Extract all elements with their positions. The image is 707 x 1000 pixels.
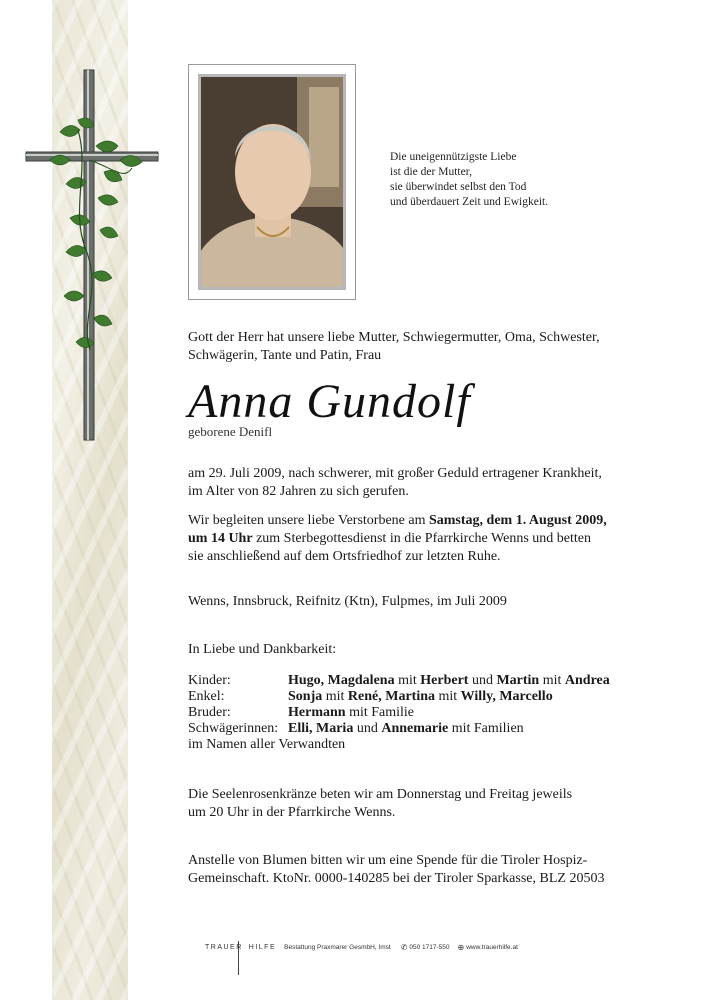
logo-word: TRAUER [205, 943, 243, 951]
family-row-bruder [188, 705, 610, 721]
family-members: Hugo, Magdalena mit Herbert und Martin mit Andrea [288, 673, 610, 688]
portrait-photo [198, 74, 346, 290]
funeral-time: um 14 Uhr [188, 531, 253, 546]
phone-number: 050 1717-550 [409, 943, 450, 951]
quote-line: sie überwindet selbst den Tod [390, 181, 527, 193]
family-label: Schwägerinnen: [188, 721, 279, 736]
logo-divider [238, 941, 239, 975]
death-line: am 29. Juli 2009, nach schwerer, mit großer Geduld ertragener Krankheit, [188, 466, 602, 481]
logo-word: HILFE [248, 943, 277, 951]
family-row-others: im Namen aller Verwandten [188, 737, 346, 752]
family-members: Sonja mit René, Martina mit Willy, Marcello [288, 689, 553, 704]
footer-bar [205, 937, 518, 957]
portrait-photo-frame [188, 64, 356, 300]
funeral-text: zum Sterbegottesdienst in die Pfarrkirche Wenns und betten [252, 531, 591, 546]
family-label: Enkel: [188, 689, 225, 704]
trauerhilfe-logo [205, 944, 276, 951]
funeral-date: Samstag, dem 1. August 2009, [428, 513, 607, 528]
rosary-paragraph [188, 786, 572, 822]
phone-icon: ✆ [400, 942, 408, 952]
intro-text [188, 329, 600, 365]
memorial-quote [390, 150, 630, 210]
company-name: Bestattung Praxmarer GesmbH, Imst [284, 943, 391, 951]
intro-line: Gott der Herr hat unsere liebe Mutter, Schwiegermutter, Oma, Schwester, [188, 330, 600, 345]
family-list [188, 673, 610, 753]
death-line: im Alter von 82 Jahren zu sich gerufen. [188, 484, 409, 499]
family-row-enkel [188, 689, 610, 705]
rosary-line: um 20 Uhr in der Pfarrkirche Wenns. [188, 805, 396, 820]
globe-icon: ⊕ [457, 942, 465, 952]
birth-name: geborene Denifl [188, 424, 273, 439]
family-members: Elli, Maria und Annemarie mit Familien [288, 721, 524, 736]
family-row-kinder [188, 673, 610, 689]
funeral-line [188, 512, 607, 530]
funeral-line: sie anschließend auf dem Ortsfriedhof zur letzten Ruhe. [188, 549, 501, 564]
donation-paragraph [188, 852, 604, 888]
family-row-schwaegerinnen [188, 721, 610, 737]
family-label: Kinder: [188, 673, 231, 688]
deceased-name: Anna Gundolf [188, 375, 471, 428]
funeral-line [188, 530, 607, 548]
family-members: Hermann mit Familie [288, 705, 415, 720]
quote-line: und überdauert Zeit und Ewigkeit. [390, 196, 549, 208]
family-label: Bruder: [188, 705, 231, 720]
cross-with-ivy-icon [20, 60, 170, 450]
places-date-line: Wenns, Innsbruck, Reifnitz (Ktn), Fulpmes, im Juli 2009 [188, 594, 507, 609]
donation-line: Anstelle von Blumen bitten wir um eine Spende für die Tiroler Hospiz- [188, 853, 588, 868]
death-paragraph [188, 465, 602, 501]
love-thanks-line: In Liebe und Dankbarkeit: [188, 642, 337, 657]
donation-line: Gemeinschaft. KtoNr. 0000-140285 bei der Tiroler Sparkasse, BLZ 20503 [188, 871, 605, 886]
funeral-paragraph [188, 512, 607, 566]
funeral-text: Wir begleiten unsere liebe Verstorbene am [188, 513, 429, 528]
intro-line: Schwägerin, Tante und Patin, Frau [188, 348, 382, 363]
quote-line: Die uneigennützigste Liebe [390, 151, 517, 163]
rosary-line: Die Seelenrosenkränze beten wir am Donnerstag und Freitag jeweils [188, 787, 573, 802]
website-link[interactable]: www.trauerhilfe.at [466, 943, 518, 951]
quote-line: ist die der Mutter, [390, 166, 472, 178]
